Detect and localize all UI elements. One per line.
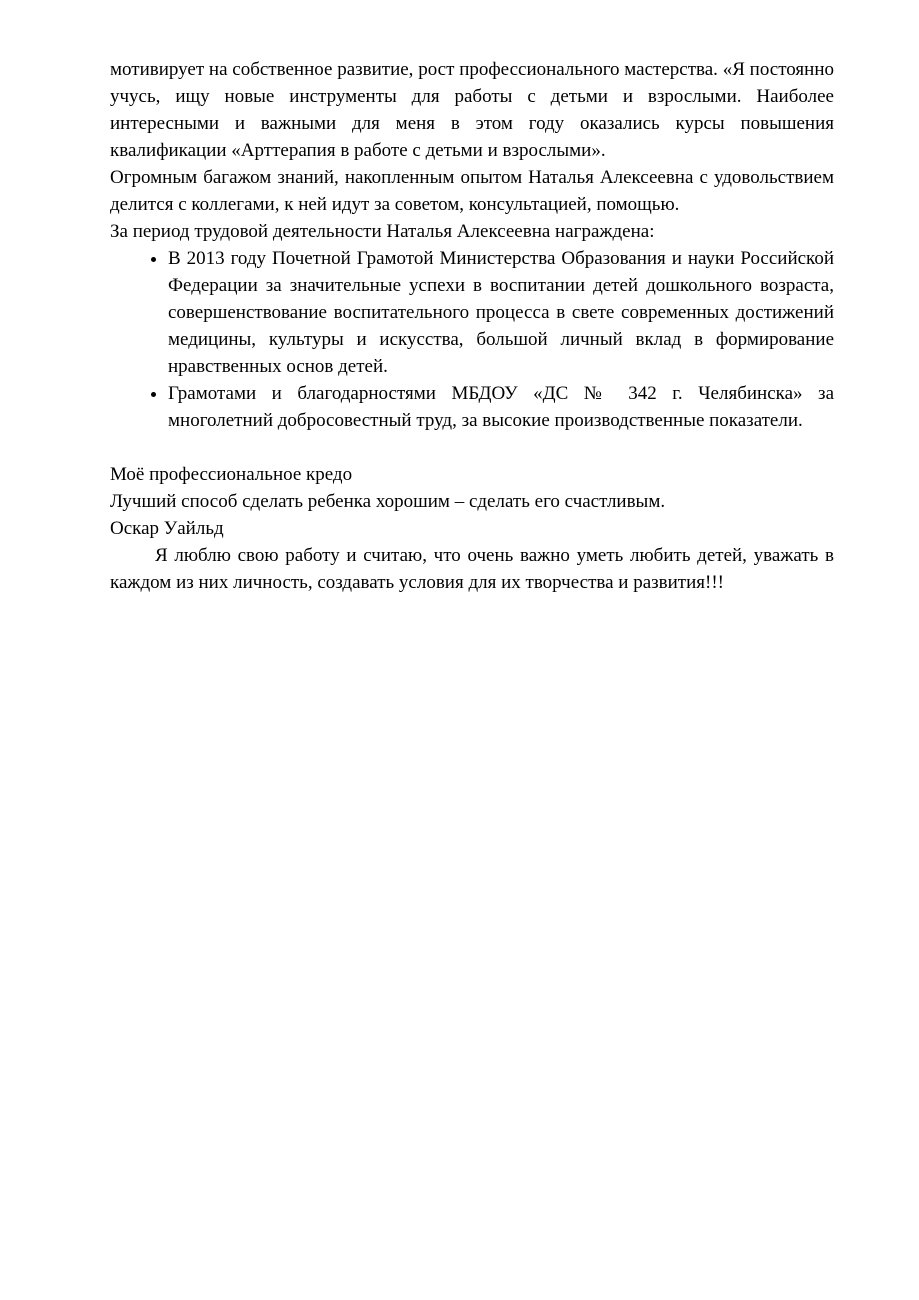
award-item-kindergarten-diplomas: • Грамотами и благодарностями МБДОУ «ДС № 342 г. Челябинска» за многолетний добросовестный труд, за высокие производственные показатели. [168, 380, 834, 434]
credo-author: Оскар Уайльд [110, 518, 224, 539]
paragraph-professional-growth: мотивирует на собственное развитие, рост профессионального мастерства. «Я постоянно учусь, ищу новые инструменты для работы с детьми и взрослыми. Наиболее интересными и важными для меня в этом году оказались курсы повышения квалификации «Арттерапия в работе с детьми и взрослыми». [110, 59, 834, 161]
document-content [110, 56, 834, 596]
paragraph-sharing-experience: Огромным багажом знаний, накопленным опытом Наталья Алексеевна с удовольствием делится с коллегами, к ней идут за советом, консультацией, помощью. [110, 167, 834, 215]
blank-line [110, 434, 834, 461]
credo-title: Моё профессиональное кредо [110, 464, 353, 485]
paragraph-awards-intro: За период трудовой деятельности Наталья Алексеевна награждена: [110, 221, 655, 242]
closing-paragraph: Я люблю свою работу и считаю, что очень важно уметь любить детей, уважать в каждом из них личность, создавать условия для их творчества и развития!!! [110, 545, 834, 593]
award-item-ministry-diploma: • В 2013 году Почетной Грамотой Министерства Образования и науки Российской Федерации за значительные успехи в воспитании детей дошкольного возраста, совершенствование воспитательного процесса в свете современных достижений медицины, культуры и искусства, большой личный вклад в формирование нравственных основ детей. [168, 245, 834, 380]
credo-quote: Лучший способ сделать ребенка хорошим – сделать его счастливым. [110, 491, 666, 512]
awards-list [110, 245, 834, 434]
